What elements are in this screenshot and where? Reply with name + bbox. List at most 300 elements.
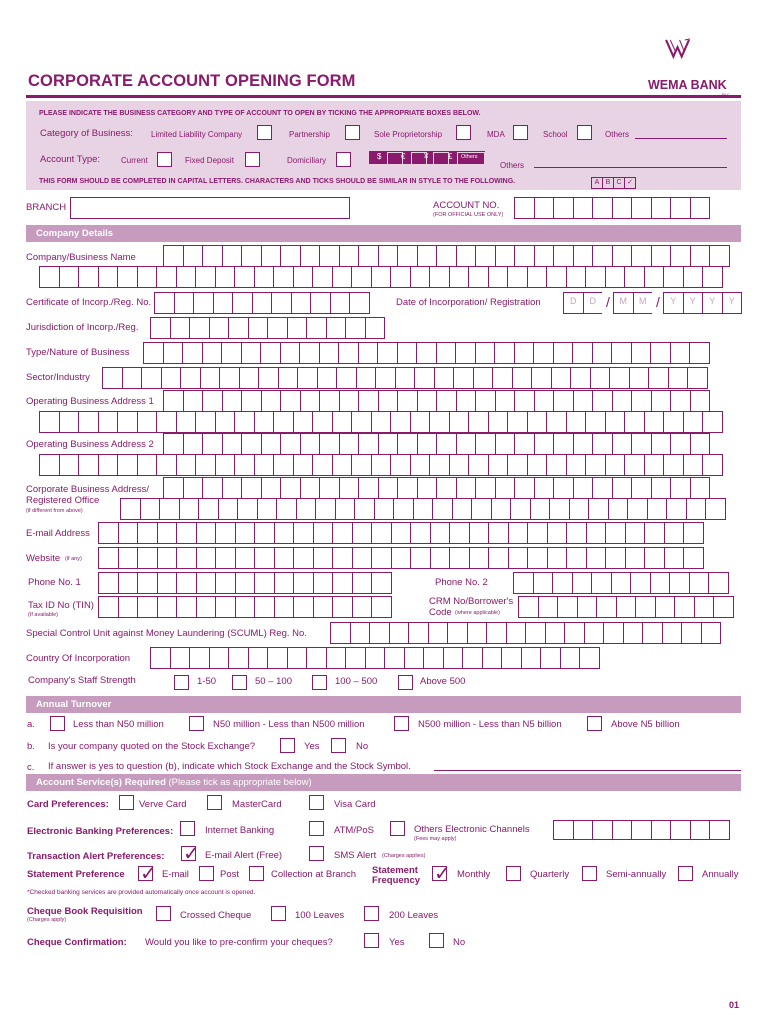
char-box[interactable] <box>365 647 386 669</box>
char-box[interactable] <box>527 411 548 433</box>
char-box[interactable] <box>397 342 418 364</box>
char-box[interactable] <box>326 647 347 669</box>
char-box[interactable] <box>351 454 372 476</box>
char-box[interactable] <box>702 266 723 288</box>
char-box[interactable] <box>533 572 554 594</box>
char-box[interactable] <box>338 342 359 364</box>
char-box[interactable] <box>416 342 437 364</box>
char-box[interactable] <box>655 596 676 618</box>
char-box[interactable] <box>78 266 99 288</box>
char-box[interactable] <box>319 433 340 455</box>
char-box[interactable] <box>287 317 308 339</box>
char-box[interactable] <box>222 390 243 412</box>
stmt-post-checkbox[interactable] <box>199 866 214 881</box>
char-box[interactable] <box>378 433 399 455</box>
char-box[interactable] <box>117 454 138 476</box>
char-box[interactable] <box>449 547 470 569</box>
char-box[interactable] <box>694 596 715 618</box>
char-box[interactable] <box>573 245 594 267</box>
char-box[interactable] <box>553 390 574 412</box>
char-box[interactable] <box>358 342 379 364</box>
char-box[interactable] <box>651 477 672 499</box>
char-box[interactable] <box>378 245 399 267</box>
category-others-line[interactable] <box>635 138 727 139</box>
char-box[interactable] <box>631 342 652 364</box>
char-box[interactable] <box>605 454 626 476</box>
char-box[interactable] <box>163 477 184 499</box>
char-box[interactable] <box>709 820 730 840</box>
char-box[interactable] <box>566 547 587 569</box>
char-box[interactable] <box>59 266 80 288</box>
char-box[interactable] <box>468 454 489 476</box>
char-box[interactable] <box>39 411 60 433</box>
char-box[interactable] <box>538 596 559 618</box>
char-box[interactable] <box>592 245 613 267</box>
char-box[interactable] <box>235 596 256 618</box>
char-box[interactable] <box>287 647 308 669</box>
account-no-grid[interactable] <box>514 197 709 219</box>
category-partnership-checkbox[interactable] <box>345 125 360 140</box>
char-box[interactable] <box>410 266 431 288</box>
char-box[interactable] <box>579 647 600 669</box>
char-box[interactable] <box>140 498 161 520</box>
char-box[interactable] <box>176 547 197 569</box>
freq-annual-checkbox[interactable] <box>678 866 693 881</box>
char-box[interactable] <box>508 547 529 569</box>
char-box[interactable] <box>312 411 333 433</box>
char-box[interactable] <box>572 572 593 594</box>
char-box[interactable] <box>274 572 295 594</box>
char-box[interactable] <box>702 454 723 476</box>
char-box[interactable] <box>612 433 633 455</box>
char-box[interactable] <box>336 367 357 389</box>
char-box[interactable] <box>662 622 683 644</box>
char-box[interactable] <box>664 522 685 544</box>
char-box[interactable] <box>666 498 687 520</box>
char-box[interactable] <box>118 572 139 594</box>
char-box[interactable] <box>683 522 704 544</box>
char-box[interactable] <box>198 498 219 520</box>
char-box[interactable] <box>417 433 438 455</box>
char-box[interactable] <box>486 622 507 644</box>
email-alert-checkbox[interactable] <box>181 846 196 861</box>
char-box[interactable] <box>202 245 223 267</box>
char-box[interactable] <box>163 390 184 412</box>
char-box[interactable] <box>560 647 581 669</box>
char-box[interactable] <box>390 411 411 433</box>
turnover-above5b-checkbox[interactable] <box>587 716 602 731</box>
char-box[interactable] <box>690 197 711 219</box>
char-box[interactable] <box>254 266 275 288</box>
char-box[interactable] <box>651 197 672 219</box>
char-box[interactable] <box>566 522 587 544</box>
char-box[interactable] <box>170 647 191 669</box>
char-box[interactable] <box>670 342 691 364</box>
char-box[interactable] <box>663 266 684 288</box>
char-box[interactable] <box>670 433 691 455</box>
char-box[interactable] <box>713 596 734 618</box>
char-box[interactable] <box>182 342 203 364</box>
freq-monthly-checkbox[interactable] <box>432 866 447 881</box>
char-box[interactable] <box>552 572 573 594</box>
char-box[interactable] <box>235 572 256 594</box>
char-box[interactable] <box>592 433 613 455</box>
char-box[interactable] <box>547 522 568 544</box>
char-box[interactable] <box>585 266 606 288</box>
char-box[interactable] <box>352 522 373 544</box>
char-box[interactable] <box>330 622 351 644</box>
char-box[interactable] <box>98 411 119 433</box>
char-box[interactable] <box>553 477 574 499</box>
char-box[interactable] <box>495 433 516 455</box>
char-box[interactable] <box>670 245 691 267</box>
address2-grid-2[interactable] <box>39 454 722 476</box>
char-box[interactable] <box>512 367 533 389</box>
char-box[interactable] <box>254 572 275 594</box>
char-box[interactable] <box>573 477 594 499</box>
char-box[interactable] <box>468 266 489 288</box>
date-y1[interactable]: Y <box>663 292 684 314</box>
char-box[interactable] <box>273 266 294 288</box>
char-box[interactable] <box>592 197 613 219</box>
char-box[interactable] <box>234 266 255 288</box>
char-box[interactable] <box>631 245 652 267</box>
char-box[interactable] <box>456 477 477 499</box>
char-box[interactable] <box>280 245 301 267</box>
char-box[interactable] <box>612 197 633 219</box>
char-box[interactable] <box>510 498 531 520</box>
char-box[interactable] <box>705 498 726 520</box>
other-channels-grid[interactable] <box>553 820 729 840</box>
scuml-grid[interactable] <box>330 622 720 644</box>
char-box[interactable] <box>237 498 258 520</box>
char-box[interactable] <box>612 477 633 499</box>
char-box[interactable] <box>683 547 704 569</box>
char-box[interactable] <box>443 647 464 669</box>
char-box[interactable] <box>350 622 371 644</box>
char-box[interactable] <box>569 498 590 520</box>
char-box[interactable] <box>521 647 542 669</box>
sms-alert-checkbox[interactable] <box>309 846 324 861</box>
char-box[interactable] <box>222 433 243 455</box>
char-box[interactable] <box>488 547 509 569</box>
company-name-grid-1[interactable] <box>163 245 729 267</box>
char-box[interactable] <box>374 498 395 520</box>
char-box[interactable] <box>644 411 665 433</box>
char-box[interactable] <box>709 245 730 267</box>
char-box[interactable] <box>434 367 455 389</box>
char-box[interactable] <box>488 266 509 288</box>
char-box[interactable] <box>566 266 587 288</box>
char-box[interactable] <box>157 596 178 618</box>
date-m2[interactable]: M <box>633 292 654 314</box>
incorp-date-grid[interactable] <box>563 292 741 314</box>
char-box[interactable] <box>118 522 139 544</box>
char-box[interactable] <box>393 498 414 520</box>
char-box[interactable] <box>241 245 262 267</box>
char-box[interactable] <box>248 647 269 669</box>
char-box[interactable] <box>686 498 707 520</box>
char-box[interactable] <box>319 245 340 267</box>
char-box[interactable] <box>193 292 214 314</box>
char-box[interactable] <box>573 820 594 840</box>
char-box[interactable] <box>527 454 548 476</box>
char-box[interactable] <box>59 454 80 476</box>
char-box[interactable] <box>117 266 138 288</box>
account-domiciliary-checkbox[interactable] <box>336 152 351 167</box>
char-box[interactable] <box>163 342 184 364</box>
char-box[interactable] <box>176 266 197 288</box>
char-box[interactable] <box>492 367 513 389</box>
char-box[interactable] <box>98 266 119 288</box>
char-box[interactable] <box>137 547 158 569</box>
char-box[interactable] <box>330 292 351 314</box>
char-box[interactable] <box>670 477 691 499</box>
char-box[interactable] <box>566 454 587 476</box>
char-box[interactable] <box>293 411 314 433</box>
char-box[interactable] <box>408 622 429 644</box>
char-box[interactable] <box>507 266 528 288</box>
char-box[interactable] <box>358 477 379 499</box>
char-box[interactable] <box>475 477 496 499</box>
char-box[interactable] <box>274 596 295 618</box>
char-box[interactable] <box>627 498 648 520</box>
char-box[interactable] <box>291 292 312 314</box>
crm-grid[interactable] <box>518 596 733 618</box>
char-box[interactable] <box>196 596 217 618</box>
char-box[interactable] <box>592 477 613 499</box>
100-leaves-checkbox[interactable] <box>271 906 286 921</box>
char-box[interactable] <box>631 197 652 219</box>
char-box[interactable] <box>507 454 528 476</box>
char-box[interactable] <box>436 433 457 455</box>
char-box[interactable] <box>423 647 444 669</box>
char-box[interactable] <box>683 411 704 433</box>
char-box[interactable] <box>280 433 301 455</box>
account-current-checkbox[interactable] <box>157 152 172 167</box>
char-box[interactable] <box>546 454 567 476</box>
sector-grid[interactable] <box>102 367 707 389</box>
char-box[interactable] <box>317 367 338 389</box>
char-box[interactable] <box>221 342 242 364</box>
stmt-email-checkbox[interactable] <box>138 866 153 881</box>
confirm-yes-checkbox[interactable] <box>364 933 379 948</box>
char-box[interactable] <box>163 245 184 267</box>
char-box[interactable] <box>404 647 425 669</box>
address1-grid-2[interactable] <box>39 411 722 433</box>
char-box[interactable] <box>495 245 516 267</box>
char-box[interactable] <box>39 454 60 476</box>
address1-grid-1[interactable] <box>163 390 709 412</box>
char-box[interactable] <box>612 390 633 412</box>
char-box[interactable] <box>670 820 691 840</box>
date-y4[interactable]: Y <box>722 292 743 314</box>
char-box[interactable] <box>644 454 665 476</box>
char-box[interactable] <box>293 522 314 544</box>
char-box[interactable] <box>508 522 529 544</box>
char-box[interactable] <box>273 411 294 433</box>
char-box[interactable] <box>573 197 594 219</box>
char-box[interactable] <box>345 647 366 669</box>
char-box[interactable] <box>624 411 645 433</box>
char-box[interactable] <box>410 522 431 544</box>
char-box[interactable] <box>449 266 470 288</box>
char-box[interactable] <box>647 498 668 520</box>
char-box[interactable] <box>312 266 333 288</box>
char-box[interactable] <box>137 266 158 288</box>
char-box[interactable] <box>534 245 555 267</box>
char-box[interactable] <box>377 342 398 364</box>
char-box[interactable] <box>453 367 474 389</box>
char-box[interactable] <box>625 522 646 544</box>
phone2-grid[interactable] <box>513 572 728 594</box>
char-box[interactable] <box>391 522 412 544</box>
char-box[interactable] <box>293 547 314 569</box>
char-box[interactable] <box>395 367 416 389</box>
char-box[interactable] <box>176 572 197 594</box>
char-box[interactable] <box>668 367 689 389</box>
char-box[interactable] <box>473 367 494 389</box>
char-box[interactable] <box>273 454 294 476</box>
char-box[interactable] <box>482 647 503 669</box>
char-box[interactable] <box>611 342 632 364</box>
char-box[interactable] <box>690 477 711 499</box>
char-box[interactable] <box>527 522 548 544</box>
char-box[interactable] <box>339 390 360 412</box>
char-box[interactable] <box>631 820 652 840</box>
char-box[interactable] <box>117 411 138 433</box>
char-box[interactable] <box>261 245 282 267</box>
char-box[interactable] <box>371 411 392 433</box>
char-box[interactable] <box>469 547 490 569</box>
char-box[interactable] <box>174 292 195 314</box>
char-box[interactable] <box>432 498 453 520</box>
char-box[interactable] <box>605 266 626 288</box>
char-box[interactable] <box>254 547 275 569</box>
char-box[interactable] <box>241 477 262 499</box>
char-box[interactable] <box>137 596 158 618</box>
char-box[interactable] <box>564 622 585 644</box>
char-box[interactable] <box>605 547 626 569</box>
date-d1[interactable]: D <box>563 292 584 314</box>
char-box[interactable] <box>690 390 711 412</box>
char-box[interactable] <box>228 647 249 669</box>
char-box[interactable] <box>98 596 119 618</box>
char-box[interactable] <box>215 572 236 594</box>
char-box[interactable] <box>514 390 535 412</box>
char-box[interactable] <box>254 522 275 544</box>
char-box[interactable] <box>592 390 613 412</box>
freq-quarterly-checkbox[interactable] <box>506 866 521 881</box>
char-box[interactable] <box>189 317 210 339</box>
stock-yes-checkbox[interactable] <box>280 738 295 753</box>
char-box[interactable] <box>648 367 669 389</box>
category-sole-checkbox[interactable] <box>456 125 471 140</box>
char-box[interactable] <box>161 367 182 389</box>
char-box[interactable] <box>475 390 496 412</box>
char-box[interactable] <box>585 411 606 433</box>
char-box[interactable] <box>491 498 512 520</box>
char-box[interactable] <box>196 572 217 594</box>
char-box[interactable] <box>514 245 535 267</box>
char-box[interactable] <box>701 622 722 644</box>
char-box[interactable] <box>553 197 574 219</box>
currency-yen-checkbox[interactable] <box>433 152 449 165</box>
char-box[interactable] <box>163 433 184 455</box>
char-box[interactable] <box>430 547 451 569</box>
char-box[interactable] <box>332 596 353 618</box>
char-box[interactable] <box>102 367 123 389</box>
char-box[interactable] <box>417 477 438 499</box>
stmt-branch-checkbox[interactable] <box>249 866 264 881</box>
char-box[interactable] <box>611 572 632 594</box>
char-box[interactable] <box>293 454 314 476</box>
char-box[interactable] <box>293 572 314 594</box>
char-box[interactable] <box>120 498 141 520</box>
char-box[interactable] <box>300 245 321 267</box>
char-box[interactable] <box>260 342 281 364</box>
char-box[interactable] <box>612 245 633 267</box>
date-y2[interactable]: Y <box>683 292 704 314</box>
char-box[interactable] <box>475 433 496 455</box>
char-box[interactable] <box>143 342 164 364</box>
char-box[interactable] <box>176 522 197 544</box>
account-others-line[interactable] <box>534 167 727 168</box>
char-box[interactable] <box>215 411 236 433</box>
tin-grid[interactable] <box>98 596 391 618</box>
char-box[interactable] <box>592 820 613 840</box>
char-box[interactable] <box>349 292 370 314</box>
char-box[interactable] <box>271 292 292 314</box>
char-box[interactable] <box>644 266 665 288</box>
char-box[interactable] <box>137 572 158 594</box>
char-box[interactable] <box>429 454 450 476</box>
char-box[interactable] <box>156 411 177 433</box>
char-box[interactable] <box>222 477 243 499</box>
char-box[interactable] <box>690 433 711 455</box>
char-box[interactable] <box>605 522 626 544</box>
char-box[interactable] <box>397 390 418 412</box>
char-box[interactable] <box>280 342 301 364</box>
char-box[interactable] <box>195 266 216 288</box>
char-box[interactable] <box>202 390 223 412</box>
char-box[interactable] <box>196 522 217 544</box>
company-name-grid-2[interactable] <box>39 266 722 288</box>
char-box[interactable] <box>335 498 356 520</box>
char-box[interactable] <box>241 433 262 455</box>
char-box[interactable] <box>176 454 197 476</box>
char-box[interactable] <box>449 411 470 433</box>
char-box[interactable] <box>200 367 221 389</box>
char-box[interactable] <box>78 454 99 476</box>
char-box[interactable] <box>332 266 353 288</box>
staff-above-500-checkbox[interactable] <box>398 675 413 690</box>
char-box[interactable] <box>239 367 260 389</box>
char-box[interactable] <box>215 596 236 618</box>
staff-50-100-checkbox[interactable] <box>232 675 247 690</box>
char-box[interactable] <box>553 342 574 364</box>
char-box[interactable] <box>609 367 630 389</box>
char-box[interactable] <box>312 454 333 476</box>
char-box[interactable] <box>157 547 178 569</box>
char-box[interactable] <box>702 411 723 433</box>
char-box[interactable] <box>708 572 729 594</box>
char-box[interactable] <box>644 547 665 569</box>
char-box[interactable] <box>651 433 672 455</box>
char-box[interactable] <box>257 498 278 520</box>
char-box[interactable] <box>462 647 483 669</box>
char-box[interactable] <box>650 572 671 594</box>
